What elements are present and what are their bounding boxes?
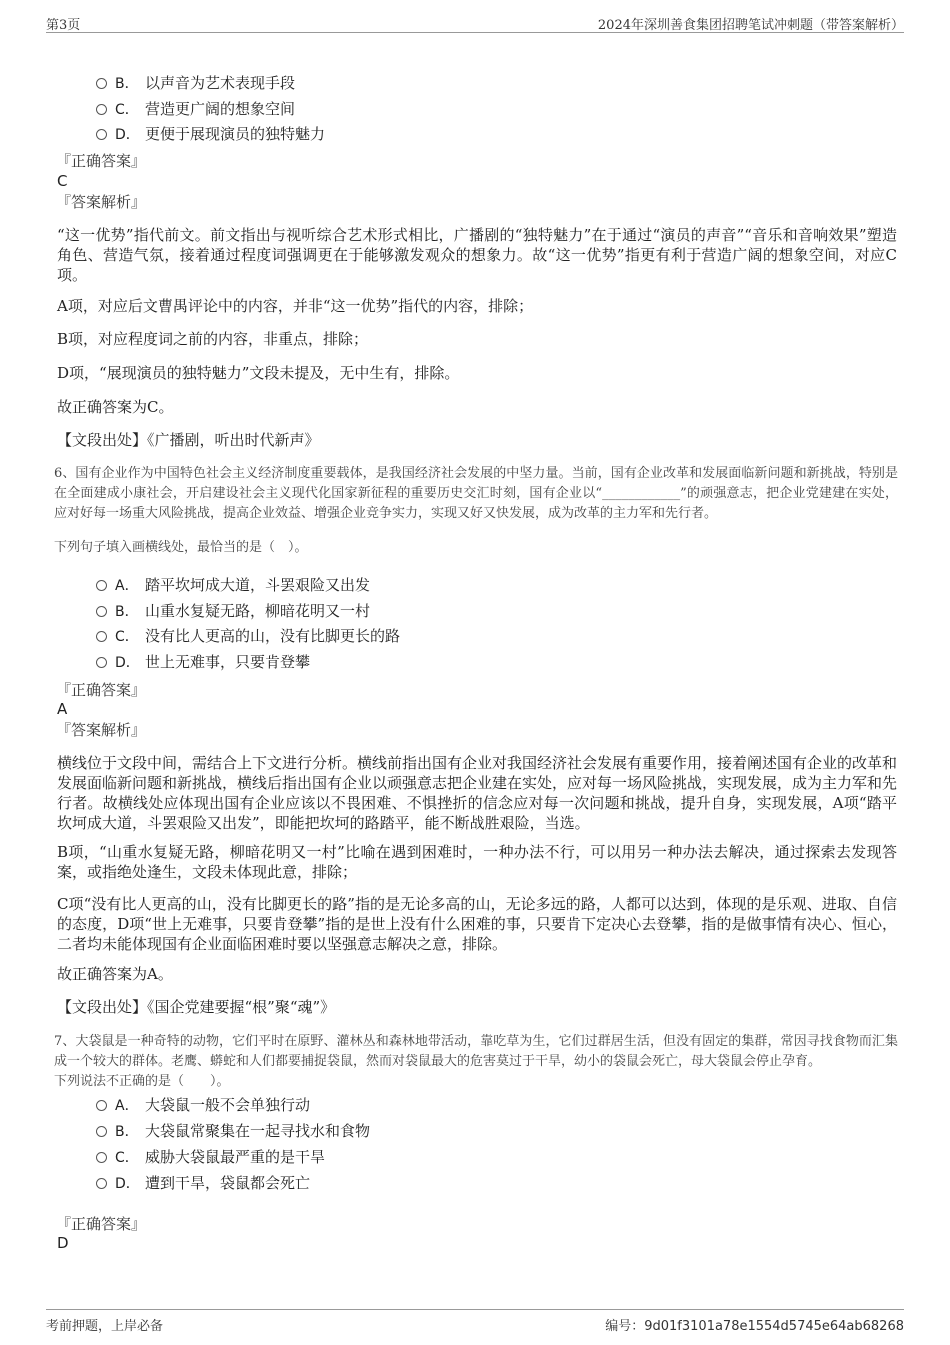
- code-value: 9d01f3101a78e1554d5745e64ab68268: [644, 1319, 904, 1334]
- q7-stem: 7、大袋鼠是一种奇特的动物，它们平时在原野、灌林丛和森林地带活动，靠吃草为生，它们过群居生活，但没有固定的集群，常因寻找食物而汇集成一个较大的群体。老鹰、蟒蛇和人们都要捕捉袋鼠，然而对袋鼠最大的危害莫过于干旱，幼小的袋鼠会死亡，母大袋鼠会停止孕育。: [54, 1034, 898, 1069]
- q5-option-c[interactable]: C． 营造更广阔的想象空间: [96, 99, 295, 120]
- footer-slogan: 考前押题，上岸必备: [46, 1319, 164, 1334]
- q6-correct-answer: A: [57, 700, 68, 718]
- q6-option-a[interactable]: A． 踏平坎坷成大道，斗罢艰险又出发: [96, 575, 370, 596]
- q6-analysis-conclusion: 故正确答案为A。: [57, 965, 173, 983]
- q5-option-d[interactable]: D． 更便于展现演员的独特魅力: [96, 124, 325, 145]
- document-code: [605, 1315, 904, 1334]
- radio-icon[interactable]: [96, 1152, 107, 1163]
- q5-source: 【文段出处】《广播剧，听出时代新声》: [57, 431, 320, 449]
- q5-analysis-conclusion: 故正确答案为C。: [57, 398, 174, 416]
- q5-correct-answer: C: [57, 172, 68, 190]
- q6-option-c[interactable]: C． 没有比人更高的山，没有比脚更长的路: [96, 626, 400, 647]
- page-footer: [46, 1309, 904, 1334]
- q5-option-b[interactable]: B． 以声音为艺术表现手段: [96, 73, 295, 94]
- q6-analysis-paragraph: 横线位于文段中间，需结合上下文进行分析。横线前指出国有企业对我国经济社会发展有重要作用，接着阐述国有企业的改革和发展面临新问题和新挑战，横线后指出国有企业以顽强意志把企业建在实处，应对每一场风险挑战，实现发展，成为主力军和先行者。故横线处应体现出国有企业应该以不畏困难、不惧挫折的信念应对每一次问题和挑战，提升自身，实现发展，A项“踏平坎坷成大道，斗罢艰险又出发”，即能把坎坷的路踏平，能不断战胜艰险，当选。: [57, 754, 898, 832]
- q7-option-b[interactable]: B． 大袋鼠常聚集在一起寻找水和食物: [96, 1121, 370, 1142]
- q5-analysis-paragraph: B项，对应程度词之前的内容，非重点，排除；: [57, 330, 369, 348]
- radio-icon[interactable]: [96, 631, 107, 642]
- q7-correct-label: 『正确答案』: [56, 1215, 147, 1233]
- q6-analysis-label: 『答案解析』: [56, 721, 147, 739]
- q6-source: 【文段出处】《国企党建要握“根”聚“魂”》: [57, 998, 336, 1016]
- q6-correct-label: 『正确答案』: [56, 681, 147, 699]
- page-header: [46, 10, 904, 33]
- radio-icon[interactable]: [96, 657, 107, 668]
- q6-stem: 6、国有企业作为中国特色社会主义经济制度重要载体，是我国经济社会发展的中坚力量。当前，国有企业改革和发展面临新问题和新挑战，特别是在全面建成小康社会，开启建设社会主义现代化国家新征程的重要历史交汇时刻，国有企业以“____________”的顽强意志，把企业党建建在实处，应对好每一场重大风险挑战，提高企业效益、增强企业竞争实力，实现又好又快发展，成为改革的主力军和先行者。: [54, 466, 898, 521]
- radio-icon[interactable]: [96, 1178, 107, 1189]
- radio-icon[interactable]: [96, 104, 107, 115]
- q5-analysis-label: 『答案解析』: [56, 193, 147, 211]
- q7-prompt: 下列说法不正确的是（ ）。: [54, 1074, 230, 1089]
- q6-option-d[interactable]: D． 世上无难事，只要肯登攀: [96, 652, 310, 673]
- q6-analysis-paragraph: C项“没有比人更高的山，没有比脚更长的路”指的是无论多高的山，无论多远的路，人都可以达到，体现的是乐观、进取、自信的态度，D项“世上无难事，只要肯登攀”指的是世上没有什么困难的事，只要肯下定决心去登攀，指的是做事情有决心、恒心，二者均未能体现国有企业面临困难时要以坚强意志解决之意，排除。: [57, 895, 897, 953]
- page-number: 第3页: [46, 18, 81, 33]
- q6-analysis-paragraph: B项，“山重水复疑无路，柳暗花明又一村”比喻在遇到困难时，一种办法不行，可以用另一种办法去解决，通过探索去发现答案，或指绝处逢生，文段未体现此意，排除；: [57, 843, 897, 881]
- radio-icon[interactable]: [96, 606, 107, 617]
- q7-option-a[interactable]: A． 大袋鼠一般不会单独行动: [96, 1095, 310, 1116]
- code-label: 编号：: [605, 1319, 645, 1334]
- q5-analysis-paragraph: A项，对应后文曹禺评论中的内容，并非“这一优势”指代的内容，排除；: [57, 297, 534, 315]
- radio-icon[interactable]: [96, 1126, 107, 1137]
- q7-option-d[interactable]: D． 遭到干旱，袋鼠都会死亡: [96, 1173, 310, 1194]
- radio-icon[interactable]: [96, 580, 107, 591]
- document-title: 2024年深圳善食集团招聘笔试冲刺题（带答案解析）: [597, 18, 904, 33]
- q6-prompt: 下列句子填入画横线处，最恰当的是（ ）。: [54, 540, 308, 555]
- q6-option-b[interactable]: B． 山重水复疑无路，柳暗花明又一村: [96, 601, 370, 622]
- q7-option-c[interactable]: C． 威胁大袋鼠最严重的是干旱: [96, 1147, 325, 1168]
- radio-icon[interactable]: [96, 1100, 107, 1111]
- q5-analysis-paragraph: “这一优势”指代前文。前文指出与视听综合艺术形式相比，广播剧的“独特魅力”在于通过“演员的声音”“音乐和音响效果”塑造角色、营造气氛，接着通过程度词强调更在于能够激发观众的想象力。故“这一优势”指更有利于营造广阔的想象空间，对应C项。: [57, 226, 897, 284]
- q5-analysis-paragraph: D项，“展现演员的独特魅力”文段未提及，无中生有，排除。: [57, 364, 460, 382]
- radio-icon[interactable]: [96, 78, 107, 89]
- radio-icon[interactable]: [96, 129, 107, 140]
- q5-correct-label: 『正确答案』: [56, 152, 147, 170]
- q7-correct-answer: D: [57, 1234, 69, 1252]
